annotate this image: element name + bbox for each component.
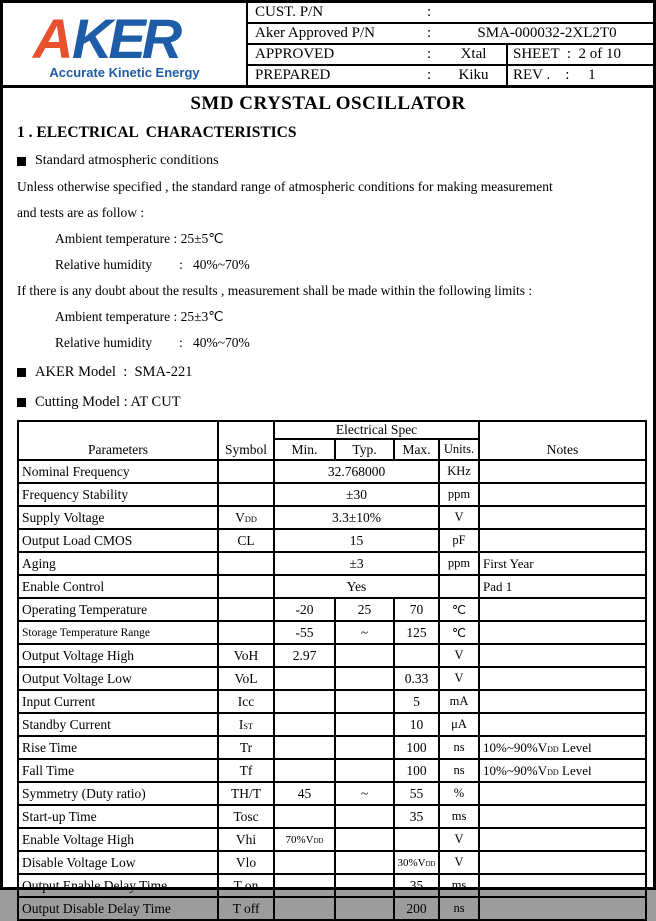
symbol-cell: Tf [218, 759, 274, 782]
typ-cell [335, 759, 394, 782]
value-span-cell: ±30 [274, 483, 439, 506]
units-cell: V [439, 506, 479, 529]
units-cell: V [439, 644, 479, 667]
units-cell: ms [439, 805, 479, 828]
param-cell: Output Enable Delay Time [18, 874, 218, 897]
header-row-cust-pn [248, 3, 653, 24]
value-span-cell: 15 [274, 529, 439, 552]
param-cell: Output Voltage Low [18, 667, 218, 690]
max-cell: 0.33 [394, 667, 439, 690]
notes-cell [479, 667, 646, 690]
typ-cell [335, 805, 394, 828]
typ-cell: 25 [335, 598, 394, 621]
max-header: Max. [394, 439, 439, 460]
prepared-label: PREPARED [255, 67, 331, 83]
typ-cell [335, 644, 394, 667]
typ-cell [335, 874, 394, 897]
min-cell: 70%VDD [274, 828, 335, 851]
symbol-cell: Tr [218, 736, 274, 759]
min-cell [274, 851, 335, 874]
spec-row [18, 621, 646, 644]
paragraph-line: If there is any doubt about the results , measurement shall be made within the following limits : [17, 283, 533, 298]
spec-row [18, 644, 646, 667]
condition-line: Ambient temperature : 25±3℃ [55, 309, 224, 324]
parameters-header: Parameters [18, 421, 218, 460]
spec-row [18, 851, 646, 874]
max-cell: 100 [394, 736, 439, 759]
min-cell [274, 736, 335, 759]
typ-header: Typ. [335, 439, 394, 460]
units-cell: pF [439, 529, 479, 552]
param-cell: Symmetry (Duty ratio) [18, 782, 218, 805]
spec-row [18, 805, 646, 828]
value-span-cell: ±3 [274, 552, 439, 575]
max-cell: 55 [394, 782, 439, 805]
aker-logo-icon [17, 7, 232, 70]
notes-cell [479, 782, 646, 805]
spec-row [18, 713, 646, 736]
units-cell: ns [439, 736, 479, 759]
symbol-cell: T off [218, 897, 274, 920]
typ-cell: ~ [335, 621, 394, 644]
header-row-prepared [248, 66, 653, 85]
symbol-cell: IST [218, 713, 274, 736]
logo-letter-a: A [33, 7, 70, 70]
typ-cell [335, 851, 394, 874]
units-cell: ℃ [439, 621, 479, 644]
approved-pn-label: Aker Approved P/N [255, 25, 375, 41]
symbol-cell: TH/T [218, 782, 274, 805]
bullet-square-icon [17, 368, 26, 377]
notes-cell: Pad 1 [479, 575, 646, 598]
units-cell: V [439, 851, 479, 874]
param-cell: Input Current [18, 690, 218, 713]
notes-cell [479, 529, 646, 552]
notes-cell [479, 644, 646, 667]
colon: : [427, 67, 432, 83]
bullet-cutting-model [17, 394, 639, 411]
symbol-cell: VoH [218, 644, 274, 667]
value-span-cell: Yes [274, 575, 439, 598]
units-cell: ppm [439, 483, 479, 506]
min-cell: 2.97 [274, 644, 335, 667]
max-cell [394, 644, 439, 667]
value-span-cell: 32.768000 [274, 460, 439, 483]
notes-cell [479, 874, 646, 897]
spec-row [18, 667, 646, 690]
cust-pn-label: CUST. P/N [255, 4, 324, 20]
section-heading: 1 . ELECTRICAL CHARACTERISTICS [17, 124, 297, 141]
param-cell: Enable Voltage High [18, 828, 218, 851]
min-header: Min. [274, 439, 335, 460]
notes-cell [479, 621, 646, 644]
colon: : [427, 46, 432, 62]
spec-row [18, 460, 646, 483]
typ-cell [335, 828, 394, 851]
notes-header: Notes [479, 421, 646, 460]
symbol-cell: Vlo [218, 851, 274, 874]
typ-cell [335, 690, 394, 713]
spec-row [18, 598, 646, 621]
bullet-square-icon [17, 157, 26, 166]
min-cell: -20 [274, 598, 335, 621]
page-title: SMD CRYSTAL OSCILLATOR [190, 93, 466, 114]
max-cell: 10 [394, 713, 439, 736]
units-cell: μA [439, 713, 479, 736]
symbol-cell: VDD [218, 506, 274, 529]
symbol-cell [218, 598, 274, 621]
units-cell: KHz [439, 460, 479, 483]
param-cell: Operating Temperature [18, 598, 218, 621]
logo-tagline: Accurate Kinetic Energy [49, 65, 200, 80]
spec-row [18, 506, 646, 529]
notes-cell: First Year [479, 552, 646, 575]
colon: : [427, 25, 432, 41]
units-cell: ns [439, 759, 479, 782]
min-cell [274, 759, 335, 782]
units-header: Units. [439, 439, 479, 460]
spec-row [18, 874, 646, 897]
min-cell [274, 667, 335, 690]
param-cell: Frequency Stability [18, 483, 218, 506]
symbol-header: Symbol [218, 421, 274, 460]
symbol-cell [218, 552, 274, 575]
symbol-cell: T on [218, 874, 274, 897]
units-cell: ns [439, 897, 479, 920]
notes-cell [479, 805, 646, 828]
approved-label: APPROVED [255, 46, 335, 62]
typ-cell [335, 667, 394, 690]
max-cell: 200 [394, 897, 439, 920]
param-cell: Supply Voltage [18, 506, 218, 529]
bullet-text: AKER Model : SMA-221 [35, 364, 193, 380]
company-logo [3, 3, 248, 85]
spec-row [18, 736, 646, 759]
notes-cell [479, 506, 646, 529]
bullet-aker-model [17, 364, 639, 381]
notes-cell [479, 690, 646, 713]
units-cell: mA [439, 690, 479, 713]
spec-row [18, 782, 646, 805]
condition-line: Relative humidity : 40%~70% [55, 335, 250, 350]
bullet-standard-conditions [17, 153, 639, 169]
min-cell: 45 [274, 782, 335, 805]
max-cell: 70 [394, 598, 439, 621]
header-row-approved-pn [248, 24, 653, 45]
header-info-table [248, 3, 653, 85]
param-cell: Enable Control [18, 575, 218, 598]
min-cell [274, 897, 335, 920]
bullet-text: Cutting Model : AT CUT [35, 394, 181, 410]
spec-header-row-1 [18, 421, 646, 439]
paragraph-line: Unless otherwise specified , the standard range of atmospheric conditions for making measurement [17, 179, 553, 194]
units-cell [439, 575, 479, 598]
param-cell: Start-up Time [18, 805, 218, 828]
max-cell: 100 [394, 759, 439, 782]
approved-pn-value: SMA-000032-2XL2T0 [477, 25, 617, 41]
units-cell: V [439, 667, 479, 690]
min-cell [274, 690, 335, 713]
spec-row [18, 828, 646, 851]
param-cell: Fall Time [18, 759, 218, 782]
header-row-approved [248, 45, 653, 66]
max-cell: 35 [394, 874, 439, 897]
spec-table [17, 420, 647, 921]
symbol-cell [218, 575, 274, 598]
bullet-text: Standard atmospheric conditions [35, 153, 219, 168]
spec-row [18, 897, 646, 920]
units-cell: ms [439, 874, 479, 897]
symbol-cell [218, 621, 274, 644]
typ-cell [335, 713, 394, 736]
param-cell: Standby Current [18, 713, 218, 736]
spec-row [18, 529, 646, 552]
max-cell [394, 828, 439, 851]
notes-cell: 10%~90%VDD Level [479, 736, 646, 759]
spec-row [18, 552, 646, 575]
notes-cell [479, 897, 646, 920]
symbol-cell: VoL [218, 667, 274, 690]
logo-letters-ker: KER [72, 7, 179, 70]
paragraph-line: and tests are as follow : [17, 205, 145, 220]
notes-cell [479, 598, 646, 621]
notes-cell [479, 713, 646, 736]
symbol-cell: Tosc [218, 805, 274, 828]
symbol-cell [218, 460, 274, 483]
units-cell: V [439, 828, 479, 851]
min-cell [274, 805, 335, 828]
param-cell: Rise Time [18, 736, 218, 759]
notes-cell [479, 483, 646, 506]
param-cell: Storage Temperature Range [18, 621, 218, 644]
spec-row [18, 575, 646, 598]
max-cell: 35 [394, 805, 439, 828]
max-cell: 30%VDD [394, 851, 439, 874]
units-cell: ℃ [439, 598, 479, 621]
notes-cell [479, 828, 646, 851]
spec-row [18, 483, 646, 506]
max-cell: 125 [394, 621, 439, 644]
sheet-number: SHEET : 2 of 10 [506, 45, 653, 64]
param-cell: Output Disable Delay Time [18, 897, 218, 920]
symbol-cell [218, 483, 274, 506]
param-cell: Output Voltage High [18, 644, 218, 667]
symbol-cell: Vhi [218, 828, 274, 851]
param-cell: Output Load CMOS [18, 529, 218, 552]
revision-number: REV . : 1 [506, 66, 653, 85]
symbol-cell: Icc [218, 690, 274, 713]
param-cell: Nominal Frequency [18, 460, 218, 483]
prepared-value: Kiku [458, 67, 489, 83]
units-cell: % [439, 782, 479, 805]
approved-value: Xtal [460, 46, 487, 62]
param-cell: Aging [18, 552, 218, 575]
notes-cell [479, 460, 646, 483]
spec-row [18, 690, 646, 713]
max-cell: 5 [394, 690, 439, 713]
header-band [3, 3, 653, 88]
units-cell: ppm [439, 552, 479, 575]
spec-row [18, 759, 646, 782]
condition-line: Relative humidity : 40%~70% [55, 257, 250, 272]
typ-cell: ~ [335, 782, 394, 805]
typ-cell [335, 897, 394, 920]
min-cell: -55 [274, 621, 335, 644]
colon: : [427, 4, 432, 20]
min-cell [274, 713, 335, 736]
min-cell [274, 874, 335, 897]
symbol-cell: CL [218, 529, 274, 552]
param-cell: Disable Voltage Low [18, 851, 218, 874]
notes-cell [479, 851, 646, 874]
electrical-spec-header: Electrical Spec [274, 421, 479, 439]
notes-cell: 10%~90%VDD Level [479, 759, 646, 782]
condition-line: Ambient temperature : 25±5℃ [55, 231, 224, 246]
bullet-square-icon [17, 398, 26, 407]
document-body [3, 93, 653, 921]
typ-cell [335, 736, 394, 759]
value-span-cell: 3.3±10% [274, 506, 439, 529]
